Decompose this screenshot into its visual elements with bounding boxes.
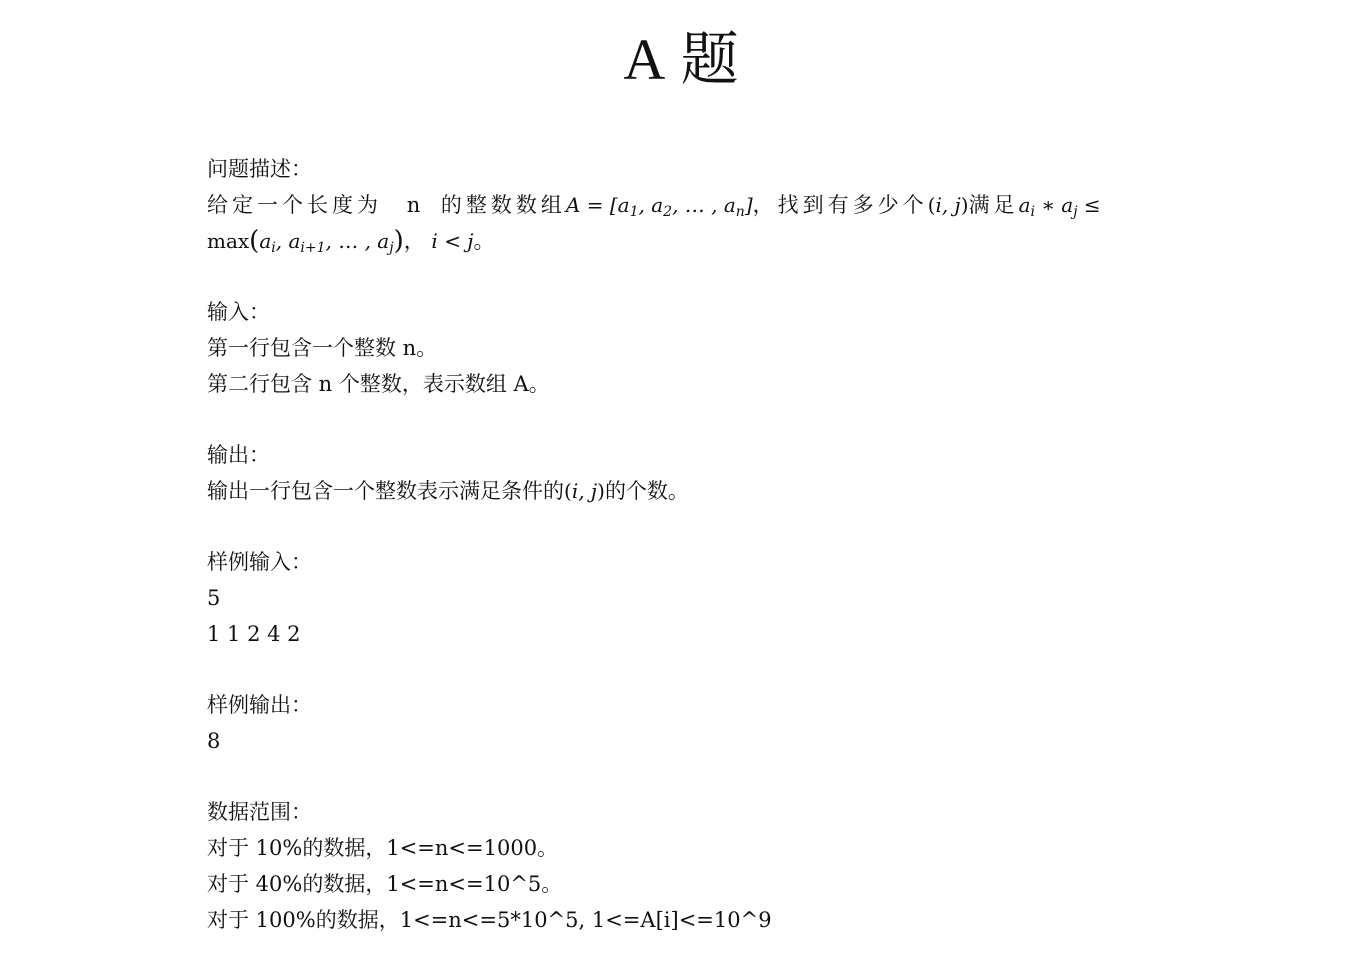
page-title: A 题 [623,27,741,92]
sample-input-heading: 样例输入： [207,550,312,574]
data-range-heading: 数据范围： [207,800,312,824]
section-gap [207,652,1167,687]
output-line [207,473,1167,509]
data-range-line-1: 对于 10%的数据，1<=n<=1000。 [207,836,559,860]
description-var-n: n [406,193,421,217]
output-pair-formula: (i, j) [564,479,605,503]
pair-formula: (i, j) [927,193,969,217]
sample-output-line-1: 8 [207,729,221,753]
section-gap [207,402,1167,437]
array-definition-formula: $A = [a_1$, $a_2$, … , $a_n$] [565,193,753,220]
description-text-c: ，找到有多少个 [752,193,928,217]
description-text-a: 给定一个长度为 [207,193,382,217]
index-condition-formula: i < j [431,229,474,253]
description-line2-comma: ， [403,229,425,253]
input-line-2: 第二行包含 n 个整数，表示数组 A。 [207,372,550,396]
input-heading: 输入： [207,300,270,324]
description-line-1 [207,187,1167,223]
description-text-b: 的整数数组 [440,193,566,217]
description-heading: 问题描述： [207,157,312,181]
problem-content [207,151,1167,938]
input-line-1: 第一行包含一个整数 n。 [207,336,438,360]
description-line2-end: 。 [473,229,495,253]
sample-input-line-1: 5 [207,586,221,610]
data-range-line-3: 对于 100%的数据，1<=n<=5*10^5, 1<=A[i]<=10^9 [207,908,772,932]
output-text-b: 的个数。 [604,479,689,503]
product-formula: $a_i$ ∗ $a_j$ ≤ [1018,193,1101,220]
max-formula: $\max(a_i$, $a_{i+1}$, … , $a_j$) [207,226,404,256]
section-gap [207,759,1167,794]
description-line-2 [207,223,1167,259]
sample-input-line-2: 1 1 2 4 2 [207,622,301,646]
sample-output-heading: 样例输出： [207,693,312,717]
data-range-line-2: 对于 40%的数据，1<=n<=10^5。 [207,872,563,896]
output-heading: 输出： [207,443,270,467]
section-gap [207,259,1167,294]
section-gap [207,509,1167,544]
output-text-a: 输出一行包含一个整数表示满足条件的 [207,479,564,503]
description-text-d: 满足 [968,193,1019,217]
